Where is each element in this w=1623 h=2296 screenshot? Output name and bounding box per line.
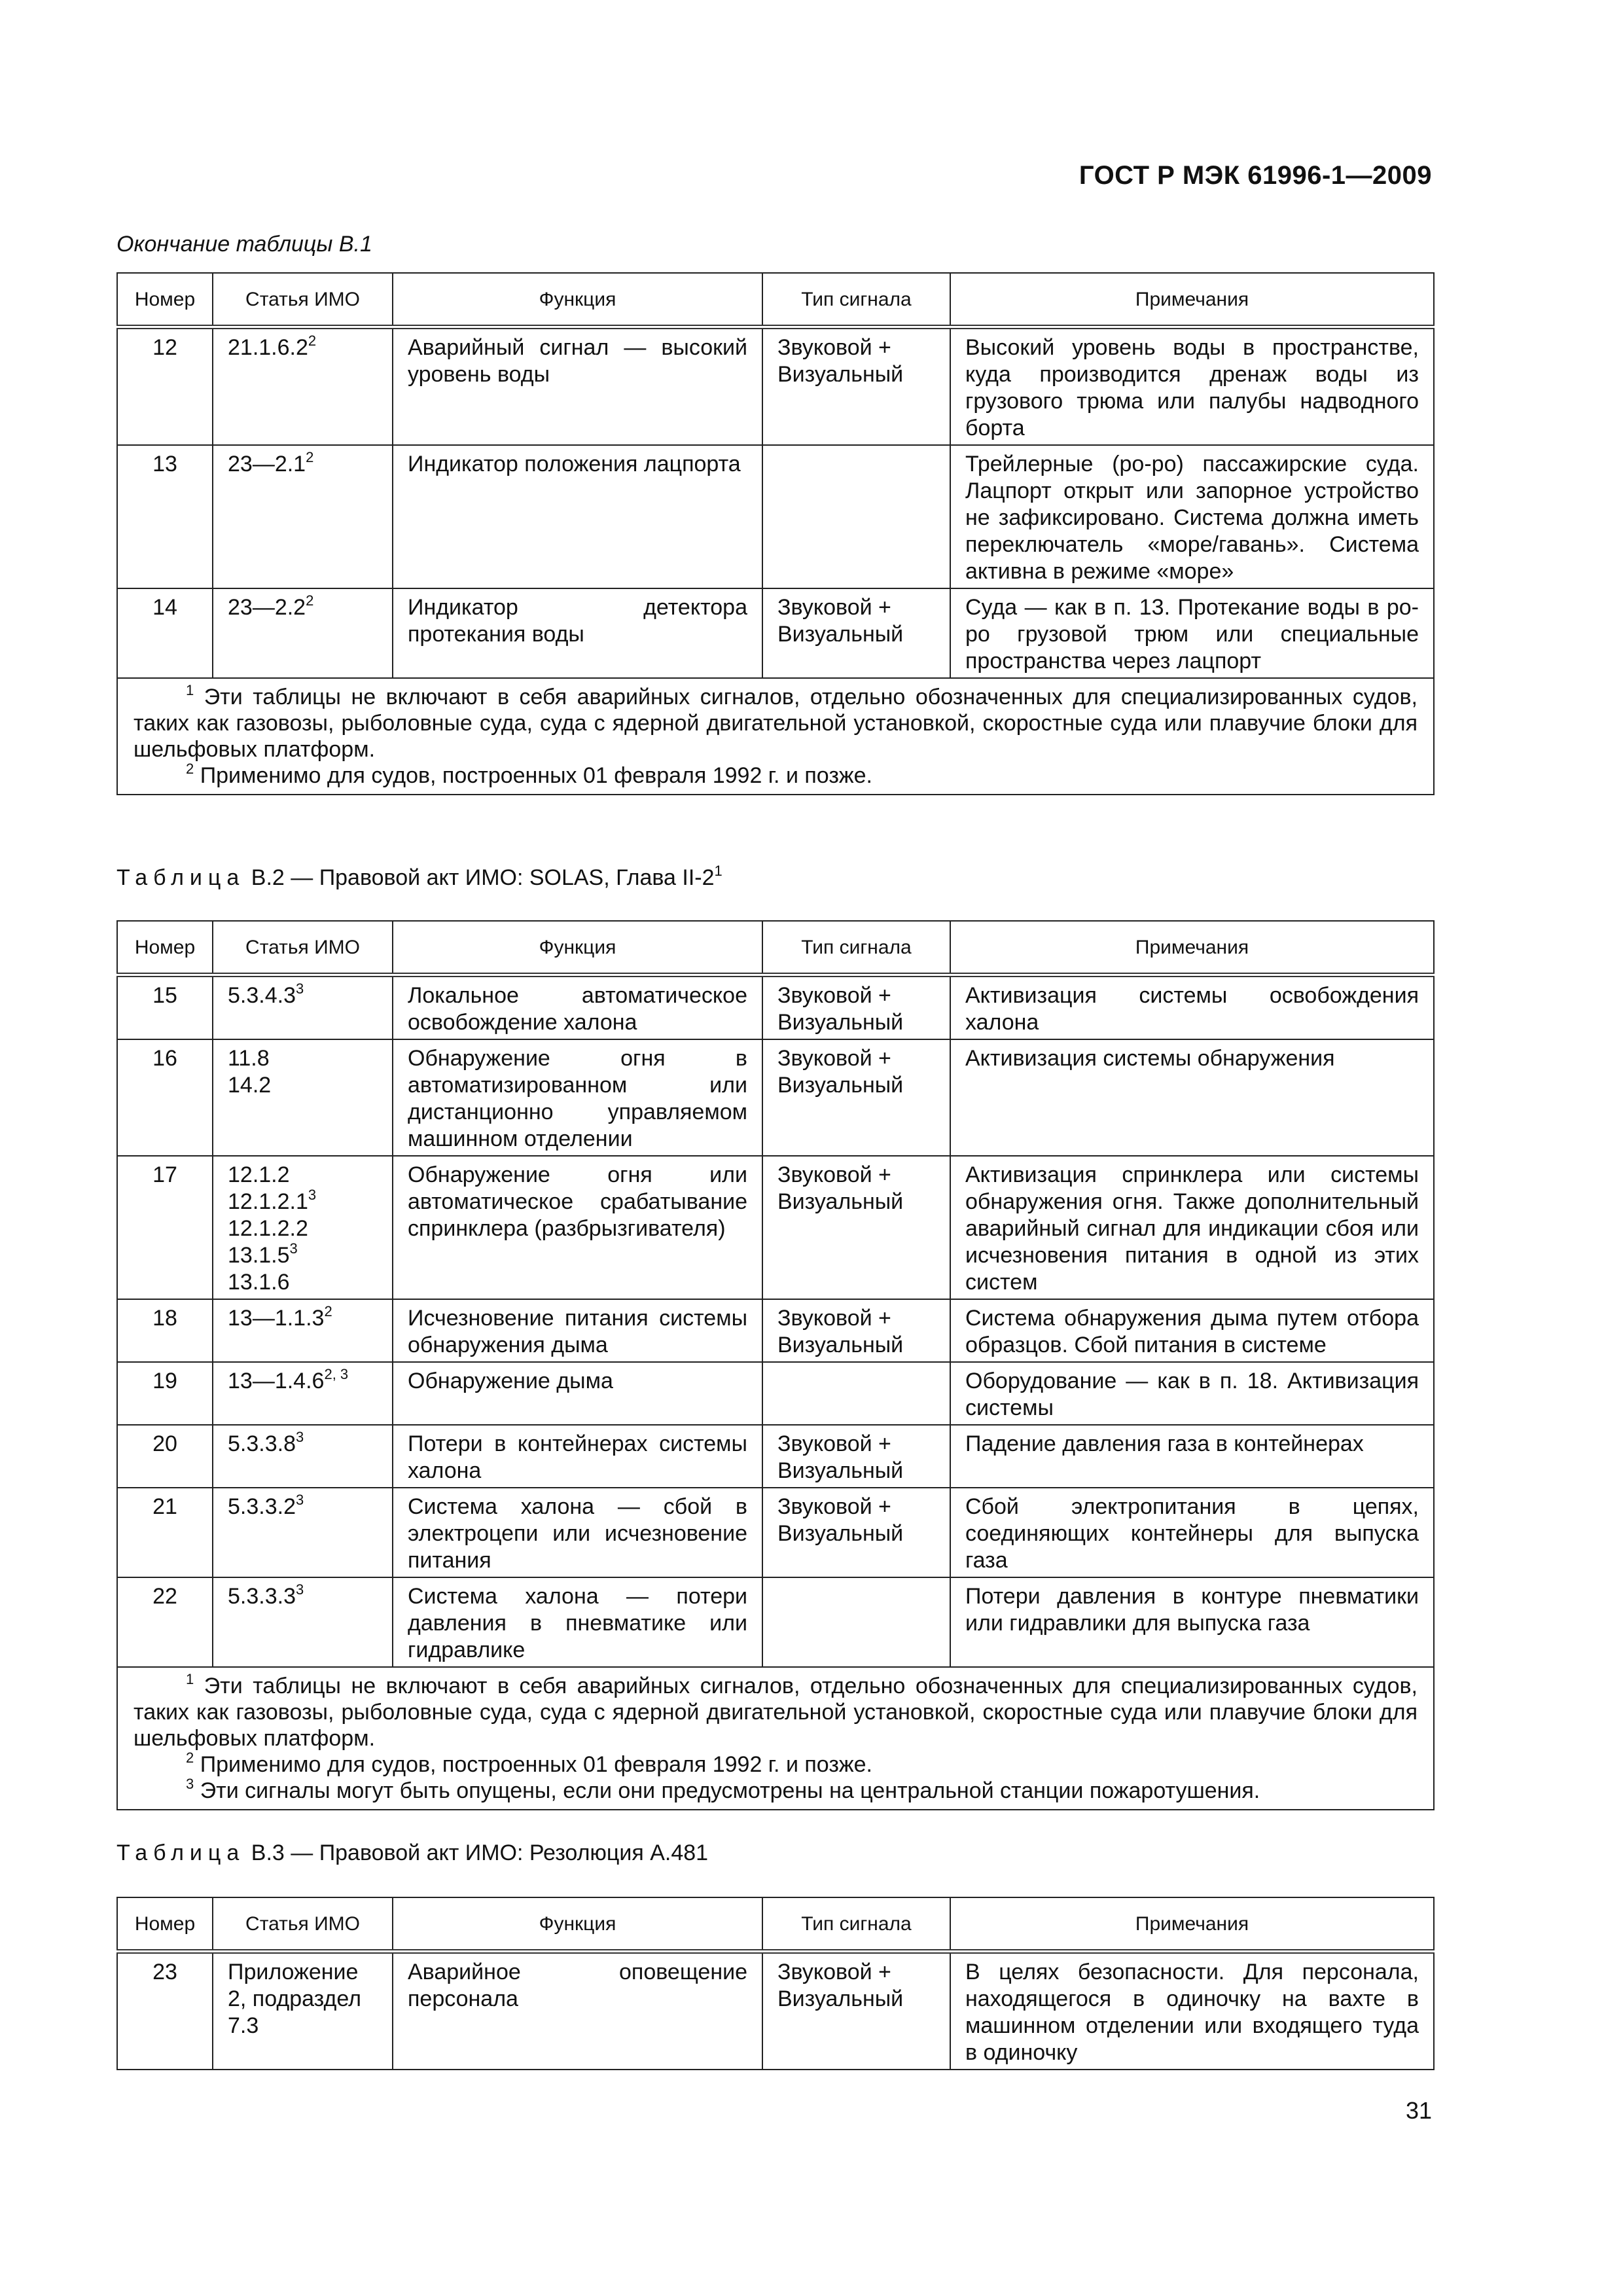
table-b2-caption bbox=[116, 862, 722, 891]
article-value: 12.1.2 bbox=[228, 1162, 290, 1187]
imo-article bbox=[213, 1577, 393, 1667]
notes-cell: Активизация системы освобождения халона bbox=[950, 975, 1434, 1040]
footnote bbox=[134, 1775, 1418, 1804]
column-header: Статья ИМО bbox=[213, 1897, 393, 1952]
footnote bbox=[134, 762, 1418, 789]
table-b1 bbox=[116, 272, 1435, 795]
footnote-ref: 3 bbox=[295, 1428, 304, 1445]
function-cell: Исчезновение питания системы обнаружения дыма bbox=[393, 1299, 762, 1362]
function-cell: Обнаружение дыма bbox=[393, 1362, 762, 1425]
footnote-mark: 1 bbox=[186, 1670, 194, 1687]
column-header: Примечания bbox=[950, 273, 1434, 327]
article-value: 12.1.2.2 bbox=[228, 1216, 308, 1241]
table-footnotes bbox=[117, 1667, 1434, 1810]
article-line bbox=[228, 1072, 378, 1099]
article-line bbox=[228, 1302, 378, 1332]
column-header: Примечания bbox=[950, 1897, 1434, 1952]
footnote bbox=[134, 681, 1418, 762]
imo-article bbox=[213, 327, 393, 446]
table-row bbox=[117, 1299, 1434, 1362]
table-b3-caption-prefix: Таблица bbox=[116, 1840, 245, 1865]
signal-type bbox=[762, 1577, 950, 1667]
article-value: 13.1.6 bbox=[228, 1270, 290, 1295]
article-line bbox=[228, 1583, 378, 1610]
signal-type: Звуковой + Визуальный bbox=[762, 1488, 950, 1577]
row-number: 16 bbox=[117, 1039, 213, 1156]
function-cell: Индикатор положения лацпорта bbox=[393, 445, 762, 588]
article-line bbox=[228, 1045, 378, 1072]
article-value: Приложение 2, подраздел 7.3 bbox=[228, 1960, 361, 2038]
footnotes-row bbox=[117, 1667, 1434, 1810]
table-b2-caption-prefix: Таблица bbox=[116, 865, 245, 890]
footnote-text: Применимо для судов, построенных 01 февраля 1992 г. и позже. bbox=[200, 1752, 873, 1777]
column-header: Статья ИМО bbox=[213, 921, 393, 975]
signal-type: Звуковой + Визуальный bbox=[762, 1425, 950, 1488]
article-value: 12.1.2.1 bbox=[228, 1189, 308, 1214]
table-row bbox=[117, 975, 1434, 1040]
function-cell: Аварийный сигнал — высокий уровень воды bbox=[393, 327, 762, 446]
function-cell: Обнаружение огня или автоматическое срабатывание спринклера (разбрызгивателя) bbox=[393, 1156, 762, 1299]
article-line bbox=[228, 1428, 378, 1458]
table-b2-caption-sup: 1 bbox=[714, 862, 722, 879]
imo-article bbox=[213, 1039, 393, 1156]
signal-type: Звуковой + Визуальный bbox=[762, 327, 950, 446]
footnote-ref: 2, 3 bbox=[324, 1365, 349, 1382]
notes-cell: Суда — как в п. 13. Протекание воды в ро-ро грузовой трюм или специальные пространства через лацпорт bbox=[950, 588, 1434, 678]
article-value: 13—1.4.6 bbox=[228, 1369, 325, 1393]
header-row bbox=[117, 273, 1434, 327]
column-header: Функция bbox=[393, 921, 762, 975]
footnote-text: Эти сигналы могут быть опущены, если они предусмотрены на центральной станции пожаротушения. bbox=[200, 1778, 1260, 1803]
article-line bbox=[228, 1365, 378, 1395]
footnote-ref: 3 bbox=[295, 1491, 304, 1508]
function-cell: Обнаружение огня в автоматизированном или дистанционно управляемом машинном отделении bbox=[393, 1039, 762, 1156]
footnote-mark: 3 bbox=[186, 1775, 194, 1792]
header-row bbox=[117, 1897, 1434, 1952]
column-header: Функция bbox=[393, 1897, 762, 1952]
imo-article bbox=[213, 1362, 393, 1425]
row-number: 19 bbox=[117, 1362, 213, 1425]
table-row bbox=[117, 445, 1434, 588]
column-header: Тип сигнала bbox=[762, 1897, 950, 1952]
footnote-text: Эти таблицы не включают в себя аварийных сигналов, отдельно обозначенных для специализированных судов, таких как газовозы, рыболовные суда, суда с ядерной двигательной установкой, скоростные суда или плавучие блоки для шельфовых платформ. bbox=[134, 685, 1418, 762]
column-header: Номер bbox=[117, 273, 213, 327]
footnotes-row bbox=[117, 678, 1434, 795]
article-line bbox=[228, 1269, 378, 1296]
article-value: 13.1.5 bbox=[228, 1243, 290, 1268]
article-value: 21.1.6.2 bbox=[228, 335, 308, 360]
article-value: 14.2 bbox=[228, 1073, 272, 1098]
table-continuation-caption: Окончание таблицы В.1 bbox=[116, 232, 372, 257]
article-line bbox=[228, 334, 378, 361]
function-cell: Потери в контейнерах системы халона bbox=[393, 1425, 762, 1488]
notes-cell: Система обнаружения дыма путем отбора образцов. Сбой питания в системе bbox=[950, 1299, 1434, 1362]
imo-article bbox=[213, 445, 393, 588]
row-number: 12 bbox=[117, 327, 213, 446]
footnote-ref: 2 bbox=[308, 332, 317, 349]
notes-cell: Активизация спринклера или системы обнаружения огня. Также дополнительный аварийный сигнал для индикации сбоя или исчезновения питания в одной из этих систем bbox=[950, 1156, 1434, 1299]
table-b3-caption bbox=[116, 1840, 708, 1866]
function-cell: Система халона — сбой в электроцепи или исчезновение питания bbox=[393, 1488, 762, 1577]
notes-cell: Активизация системы обнаружения bbox=[950, 1039, 1434, 1156]
imo-article bbox=[213, 1299, 393, 1362]
notes-cell: Потери давления в контуре пневматики или гидравлики для выпуска газа bbox=[950, 1577, 1434, 1667]
footnote-text: Применимо для судов, построенных 01 февраля 1992 г. и позже. bbox=[200, 763, 873, 788]
imo-article bbox=[213, 1425, 393, 1488]
article-value: 23—2.1 bbox=[228, 452, 306, 476]
footnote-mark: 2 bbox=[186, 1749, 194, 1766]
document-header: ГОСТ Р МЭК 61996-1—2009 bbox=[1079, 161, 1432, 190]
footnote-ref: 2 bbox=[306, 592, 314, 609]
table-row bbox=[117, 1039, 1434, 1156]
table-footnotes bbox=[117, 678, 1434, 795]
page-number: 31 bbox=[1405, 2097, 1432, 2124]
article-line bbox=[228, 1491, 378, 1520]
article-line bbox=[228, 982, 378, 1009]
notes-cell: Высокий уровень воды в пространстве, куда производится дренаж воды из грузового трюма или палубы надводного борта bbox=[950, 327, 1434, 446]
footnote bbox=[134, 1670, 1418, 1751]
row-number: 15 bbox=[117, 975, 213, 1040]
imo-article bbox=[213, 975, 393, 1040]
table-row bbox=[117, 588, 1434, 678]
table-b3 bbox=[116, 1897, 1435, 2070]
notes-cell: Падение давления газа в контейнерах bbox=[950, 1425, 1434, 1488]
function-cell: Индикатор детектора протекания воды bbox=[393, 588, 762, 678]
notes-cell: Оборудование — как в п. 18. Активизация системы bbox=[950, 1362, 1434, 1425]
table-b2-caption-text: В.2 — Правовой акт ИМО: SOLAS, Глава II-2 bbox=[251, 865, 715, 890]
imo-article bbox=[213, 1156, 393, 1299]
table-row bbox=[117, 1577, 1434, 1667]
signal-type bbox=[762, 445, 950, 588]
column-header: Номер bbox=[117, 1897, 213, 1952]
article-value: 23—2.2 bbox=[228, 595, 306, 620]
article-value: 5.3.3.8 bbox=[228, 1431, 296, 1456]
column-header: Тип сигнала bbox=[762, 273, 950, 327]
signal-type: Звуковой + Визуальный bbox=[762, 1039, 950, 1156]
table-row bbox=[117, 1488, 1434, 1577]
signal-type: Звуковой + Визуальный bbox=[762, 1299, 950, 1362]
imo-article bbox=[213, 1488, 393, 1577]
function-cell: Локальное автоматическое освобождение халона bbox=[393, 975, 762, 1040]
imo-article bbox=[213, 588, 393, 678]
row-number: 22 bbox=[117, 1577, 213, 1667]
footnote-ref: 2 bbox=[324, 1302, 332, 1319]
footnote-ref: 2 bbox=[306, 448, 314, 465]
article-line bbox=[228, 1162, 378, 1189]
imo-article bbox=[213, 1952, 393, 2070]
notes-cell: В целях безопасности. Для персонала, находящегося в одиночку на вахте в машинном отделении или входящего туда в одиночку bbox=[950, 1952, 1434, 2070]
footnote bbox=[134, 1751, 1418, 1778]
row-number: 13 bbox=[117, 445, 213, 588]
table-b3-caption-text: В.3 — Правовой акт ИМО: Резолюция А.481 bbox=[251, 1840, 709, 1865]
notes-cell: Сбой электропитания в цепях, соединяющих контейнеры для выпуска газа bbox=[950, 1488, 1434, 1577]
row-number: 17 bbox=[117, 1156, 213, 1299]
footnote-mark: 2 bbox=[186, 760, 194, 777]
article-line bbox=[228, 1242, 378, 1269]
footnote-ref: 3 bbox=[295, 980, 304, 997]
function-cell: Аварийное оповещение персонала bbox=[393, 1952, 762, 2070]
article-value: 13—1.1.3 bbox=[228, 1306, 325, 1331]
article-line bbox=[228, 1215, 378, 1242]
article-value: 5.3.4.3 bbox=[228, 983, 296, 1008]
article-line bbox=[228, 1186, 378, 1215]
table-row bbox=[117, 1952, 1434, 2070]
notes-cell: Трейлерные (ро-ро) пассажирские суда. Лацпорт открыт или запорное устройство не зафиксировано. Система должна иметь переключатель «море/гавань». Система активна в режиме «море» bbox=[950, 445, 1434, 588]
row-number: 18 bbox=[117, 1299, 213, 1362]
signal-type bbox=[762, 1362, 950, 1425]
header-row bbox=[117, 921, 1434, 975]
row-number: 14 bbox=[117, 588, 213, 678]
footnote-text: Эти таблицы не включают в себя аварийных сигналов, отдельно обозначенных для специализированных судов, таких как газовозы, рыболовные суда, суда с ядерной двигательной установкой, скоростные суда или плавучие блоки для шельфовых платформ. bbox=[134, 1674, 1418, 1751]
table-row bbox=[117, 1425, 1434, 1488]
row-number: 23 bbox=[117, 1952, 213, 2070]
article-line bbox=[228, 448, 378, 478]
row-number: 20 bbox=[117, 1425, 213, 1488]
signal-type: Звуковой + Визуальный bbox=[762, 1952, 950, 2070]
article-line bbox=[228, 1959, 378, 2039]
article-line bbox=[228, 594, 378, 621]
column-header: Статья ИМО bbox=[213, 273, 393, 327]
column-header: Номер bbox=[117, 921, 213, 975]
table-row bbox=[117, 1156, 1434, 1299]
function-cell: Система халона — потери давления в пневматике или гидравлике bbox=[393, 1577, 762, 1667]
column-header: Примечания bbox=[950, 921, 1434, 975]
column-header: Тип сигнала bbox=[762, 921, 950, 975]
column-header: Функция bbox=[393, 273, 762, 327]
article-value: 11.8 bbox=[228, 1046, 270, 1071]
footnote-ref: 3 bbox=[289, 1240, 298, 1257]
row-number: 21 bbox=[117, 1488, 213, 1577]
footnote-ref: 3 bbox=[295, 1581, 304, 1598]
table-b2 bbox=[116, 920, 1435, 1810]
footnote-ref: 3 bbox=[308, 1186, 317, 1203]
signal-type: Звуковой + Визуальный bbox=[762, 975, 950, 1040]
table-row bbox=[117, 327, 1434, 446]
article-value: 5.3.3.2 bbox=[228, 1494, 296, 1519]
article-value: 5.3.3.3 bbox=[228, 1584, 296, 1609]
footnote-mark: 1 bbox=[186, 681, 194, 698]
signal-type: Звуковой + Визуальный bbox=[762, 1156, 950, 1299]
signal-type: Звуковой + Визуальный bbox=[762, 588, 950, 678]
table-row bbox=[117, 1362, 1434, 1425]
